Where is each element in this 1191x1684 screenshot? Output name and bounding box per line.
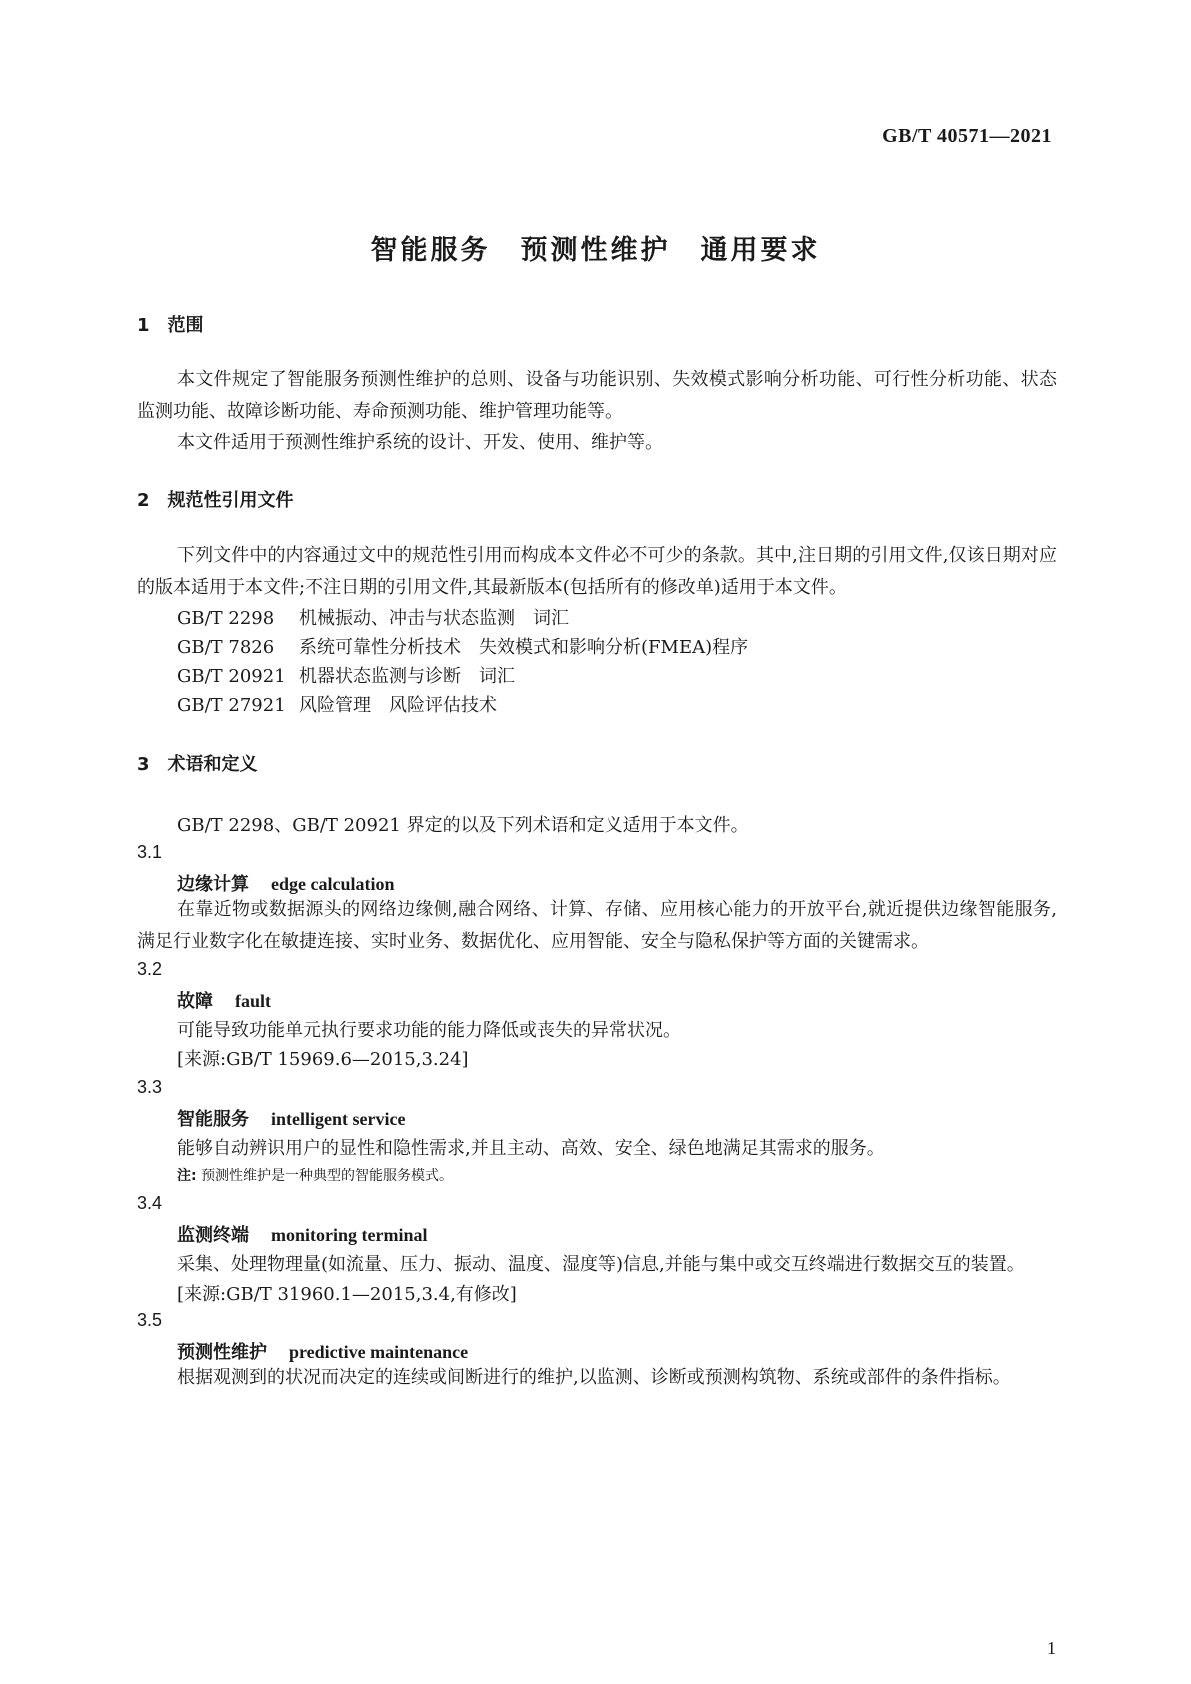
reference-title: 机器状态监测与诊断 词汇: [299, 666, 515, 687]
term-number: 3.1: [137, 842, 163, 862]
term-zh: 智能服务: [177, 1109, 249, 1130]
term-heading: [177, 870, 395, 896]
scope-paragraph-2: 本文件适用于预测性维护系统的设计、开发、使用、维护等。: [177, 432, 663, 453]
note-text: 预测性维护是一种典型的智能服务模式。: [201, 1168, 454, 1184]
term-en: edge calculation: [271, 874, 395, 894]
reference-code: GB/T 27921: [177, 695, 286, 716]
scope-paragraph-1: 本文件规定了智能服务预测性维护的总则、设备与功能识别、失效模式影响分析功能、可行性分析功能、状态监测功能、故障诊断功能、寿命预测功能、维护管理功能等。: [137, 369, 1057, 422]
term-definition: 可能导致功能单元执行要求功能的能力降低或丧失的异常状况。: [177, 1020, 681, 1041]
reference-code: GB/T 2298: [177, 608, 275, 629]
reference-title: 风险管理 风险评估技术: [299, 695, 497, 716]
term-zh: 故障: [177, 991, 213, 1012]
term-source: [来源:GB/T 15969.6—2015,3.24]: [177, 1049, 469, 1070]
reference-code: GB/T 7826: [177, 637, 275, 658]
term-heading: [177, 1105, 405, 1131]
term-en: predictive maintenance: [289, 1342, 469, 1362]
reference-title: 机械振动、冲击与状态监测 词汇: [299, 608, 569, 629]
references-intro-paragraph: 下列文件中的内容通过文中的规范性引用而构成本文件必不可少的条款。其中,注日期的引用文件,仅该日期对应的版本适用于本文件;不注日期的引用文件,其最新版本(包括所有的修改单)适用于本文件。: [137, 545, 1057, 598]
term-zh: 监测终端: [177, 1225, 249, 1246]
reference-title: 系统可靠性分析技术 失效模式和影响分析(FMEA)程序: [299, 637, 749, 658]
reference-item: [177, 604, 569, 630]
term-number: 3.3: [137, 1077, 163, 1097]
term-note: [177, 1165, 453, 1185]
term-number: 3.2: [137, 959, 163, 979]
term-definition: 能够自动辨识用户的显性和隐性需求,并且主动、高效、安全、绿色地满足其需求的服务。: [177, 1138, 885, 1159]
term-definition: 采集、处理物理量(如流量、压力、振动、温度、湿度等)信息,并能与集中或交互终端进行数据交互的装置。: [177, 1254, 1025, 1275]
term-zh: 预测性维护: [177, 1342, 267, 1363]
term-zh: 边缘计算: [177, 874, 249, 895]
reference-item: [177, 633, 748, 659]
term-definition: 在靠近物或数据源头的网络边缘侧,融合网络、计算、存储、应用核心能力的开放平台,就近提供边缘智能服务,满足行业数字化在敏捷连接、实时业务、数据优化、应用智能、安全与隐私保护等方面的关键需求。: [137, 899, 1057, 952]
reference-item: [177, 691, 497, 717]
terms-intro: GB/T 2298、GB/T 20921 界定的以及下列术语和定义适用于本文件。: [177, 815, 749, 836]
term-number: 3.4: [137, 1193, 163, 1213]
document-title: 智能服务 预测性维护 通用要求: [370, 235, 821, 266]
page-number: 1: [1047, 1638, 1056, 1658]
note-label: 注:: [177, 1168, 197, 1184]
section-heading-terms-definitions: 3 术语和定义: [137, 754, 258, 775]
term-number: 3.5: [137, 1310, 163, 1330]
reference-code: GB/T 20921: [177, 666, 286, 687]
reference-item: [177, 662, 515, 688]
term-heading: [177, 1221, 427, 1247]
term-source: [来源:GB/T 31960.1—2015,3.4,有修改]: [177, 1284, 517, 1305]
term-en: fault: [235, 991, 271, 1011]
term-heading: [177, 987, 271, 1013]
standard-code: GB/T 40571—2021: [882, 125, 1052, 147]
term-en: intelligent service: [271, 1109, 406, 1129]
section-heading-scope: 1 范围: [137, 315, 204, 336]
section-heading-normative-references: 2 规范性引用文件: [137, 490, 294, 511]
term-heading: [177, 1338, 468, 1364]
term-en: monitoring terminal: [271, 1225, 428, 1245]
term-definition: 根据观测到的状况而决定的连续或间断进行的维护,以监测、诊断或预测构筑物、系统或部件的条件指标。: [177, 1367, 1011, 1388]
